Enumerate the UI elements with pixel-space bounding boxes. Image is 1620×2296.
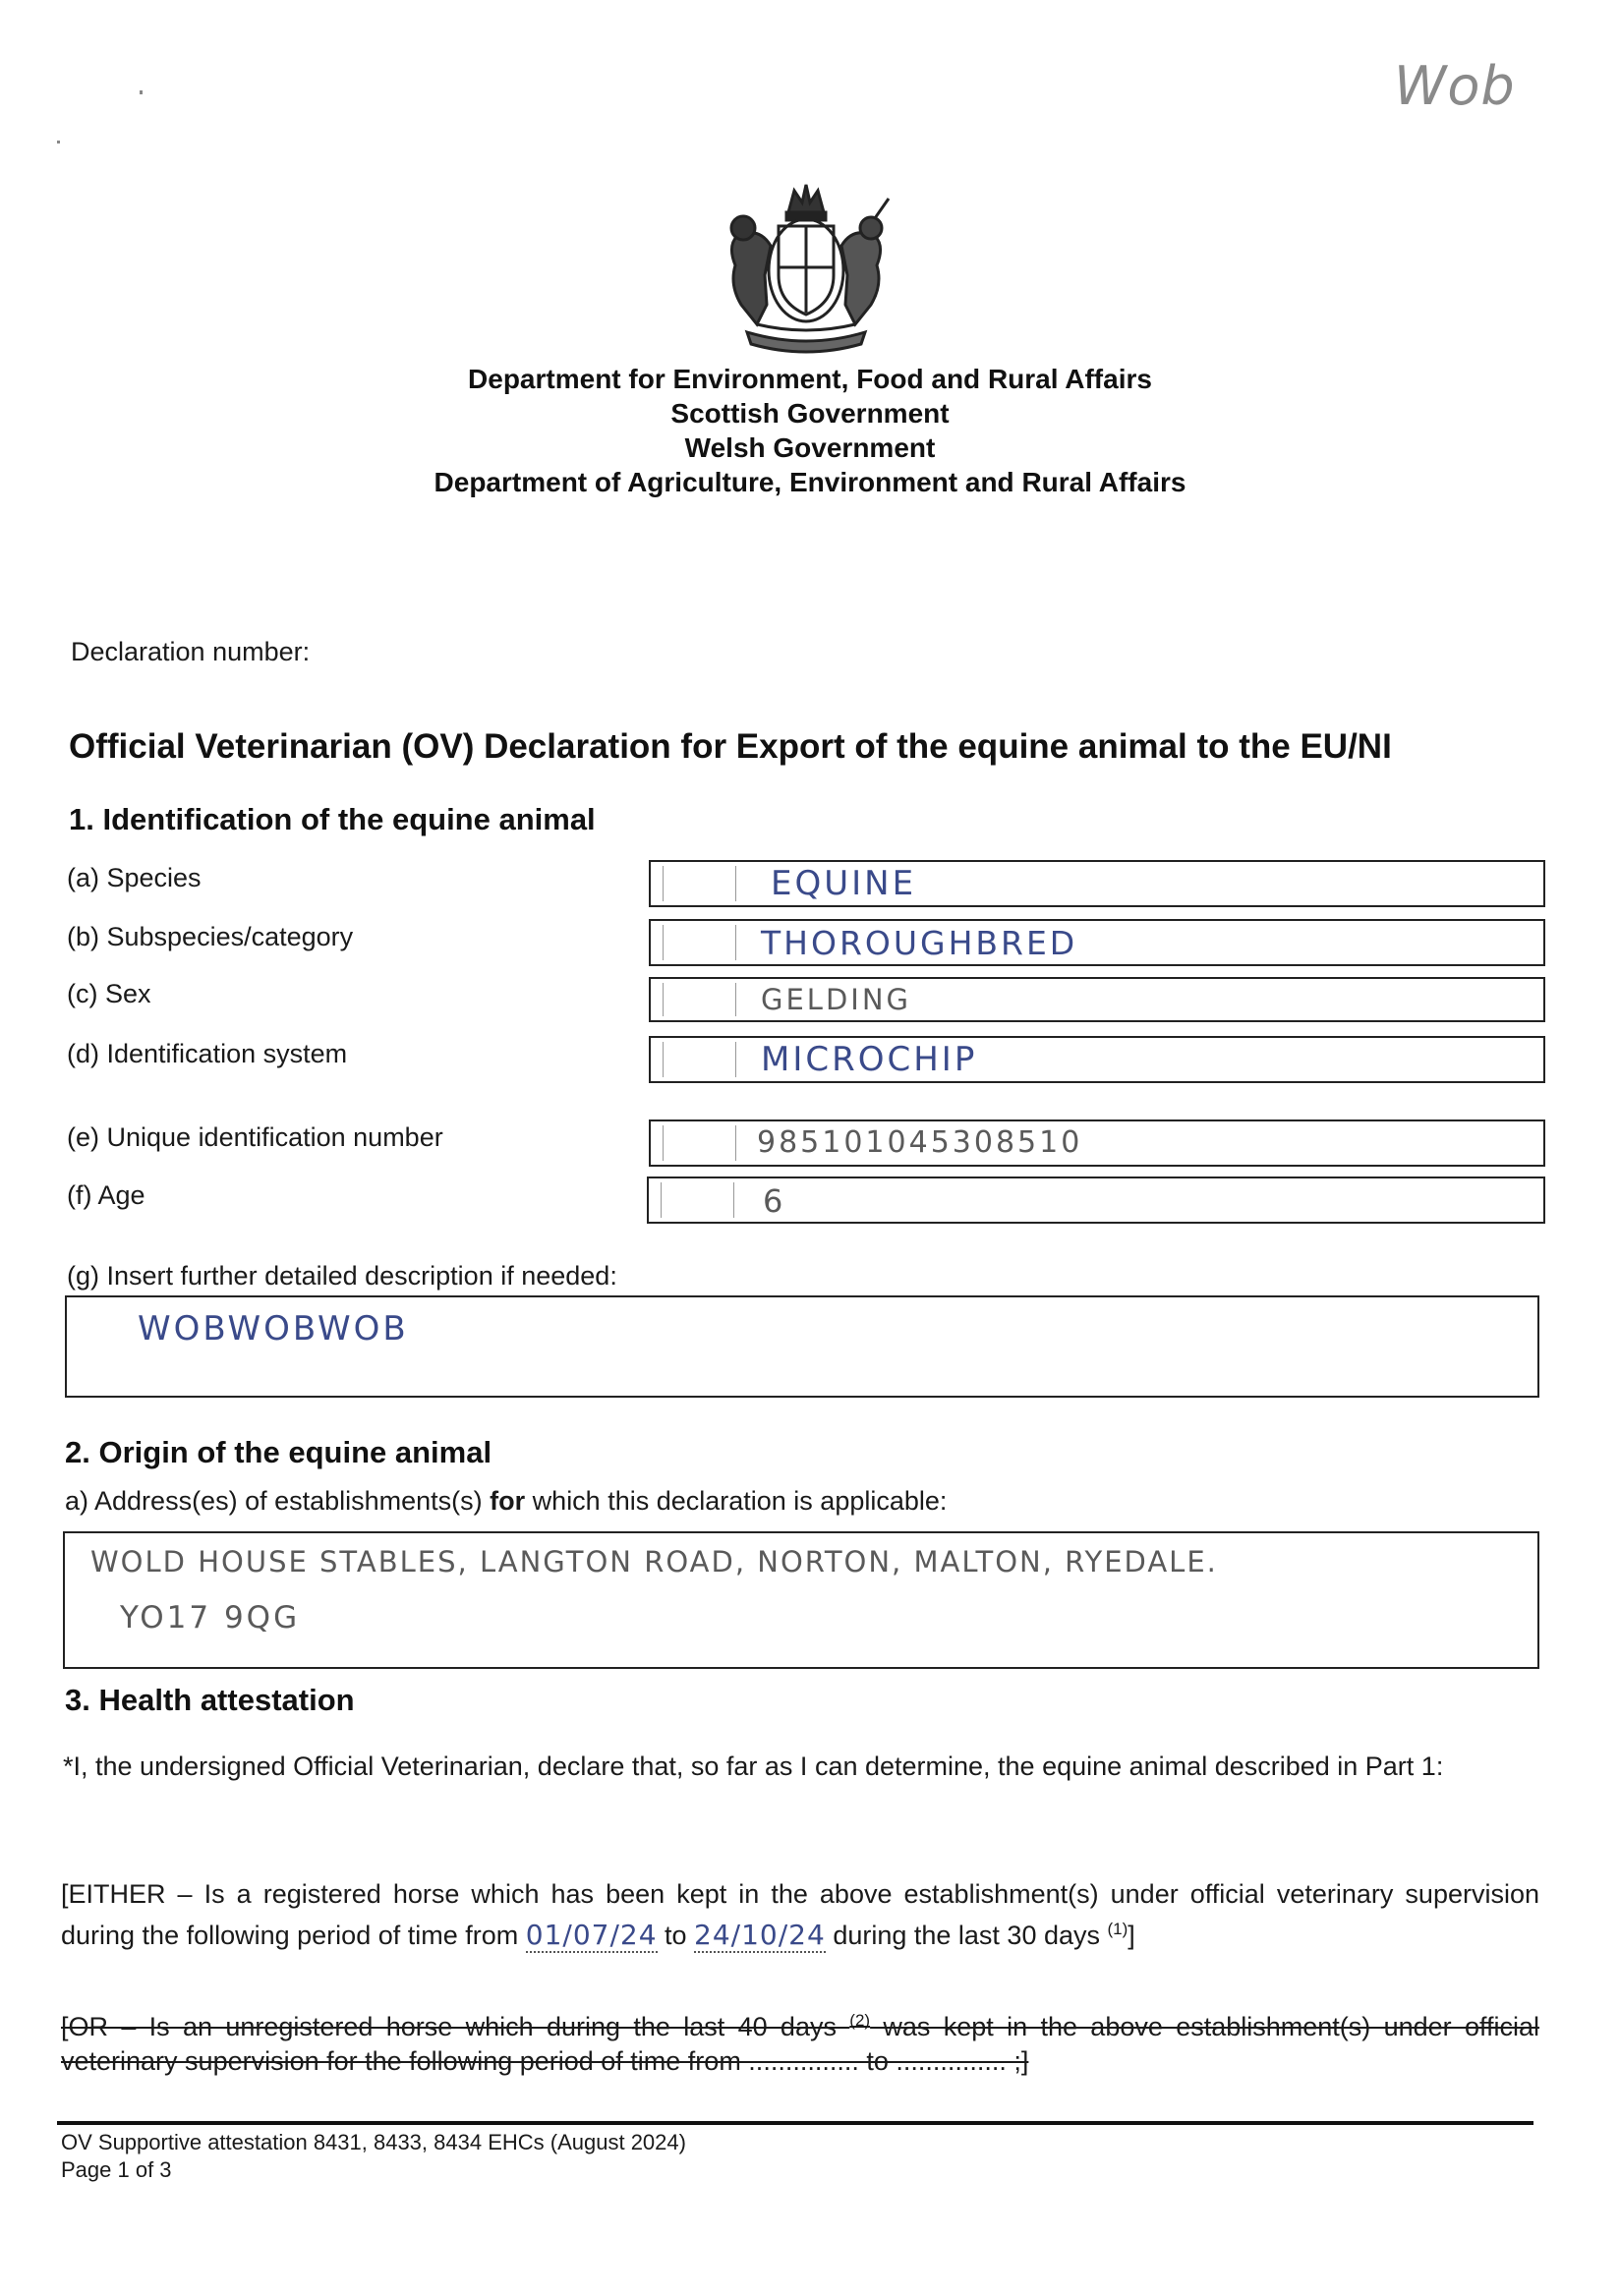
- scan-speck: [140, 90, 143, 94]
- field-guide: [735, 983, 737, 1016]
- form-title: Official Veterinarian (OV) Declaration for Export of the equine animal to the EU/NI: [69, 727, 1392, 766]
- field-guide: [663, 983, 665, 1016]
- department-name: Scottish Government: [670, 398, 950, 429]
- declaration-number-label: Declaration number:: [71, 637, 311, 666]
- scan-speck: [57, 141, 60, 144]
- identification-system-field[interactable]: [649, 1036, 1545, 1083]
- footnote-ref: (1): [1107, 1920, 1128, 1938]
- field-guide: [735, 925, 737, 960]
- department-list: [295, 362, 1325, 499]
- sex-label: (c) Sex: [67, 979, 151, 1008]
- either-clause-text: during the last 30 days: [825, 1921, 1108, 1950]
- unique-id-field[interactable]: [649, 1119, 1545, 1167]
- department-name: Welsh Government: [684, 432, 936, 463]
- species-value: EQUINE: [771, 864, 917, 903]
- age-value: 6: [763, 1182, 786, 1220]
- identification-system-value: MICROCHIP: [761, 1040, 978, 1079]
- address-label-bold: for: [490, 1486, 526, 1516]
- further-description-value: WOBWOBWOB: [138, 1309, 409, 1349]
- identification-system-label: (d) Identification system: [67, 1039, 348, 1068]
- either-clause-close: ]: [1128, 1921, 1135, 1950]
- field-guide: [735, 1125, 737, 1161]
- species-field[interactable]: [649, 860, 1545, 907]
- sex-field[interactable]: [649, 977, 1545, 1022]
- either-clause-text: [EITHER – Is a registered horse which has been kept in the above establishment(s) under official veterinary supervision during the following period of time from: [61, 1879, 1539, 1950]
- address-label-text: which this declaration is applicable:: [525, 1486, 948, 1516]
- footnote-ref: (2): [849, 2011, 871, 2030]
- field-guide: [663, 925, 665, 960]
- footer-attestation-ref: OV Supportive attestation 8431, 8433, 8434 EHCs (August 2024): [61, 2130, 686, 2154]
- field-guide: [733, 1182, 735, 1218]
- footer-rule: [57, 2121, 1533, 2125]
- further-description-field[interactable]: [65, 1295, 1539, 1398]
- subspecies-label: (b) Subspecies/category: [67, 922, 354, 951]
- field-guide: [663, 1042, 665, 1077]
- either-clause: [61, 1877, 1539, 1953]
- page-number: Page 1 of 3: [61, 2157, 172, 2182]
- section-1-heading: 1. Identification of the equine animal: [69, 802, 596, 836]
- section-3-heading: 3. Health attestation: [65, 1683, 355, 1717]
- unique-id-value: 985101045308510: [757, 1125, 1083, 1160]
- address-field[interactable]: [63, 1531, 1539, 1669]
- age-field[interactable]: [647, 1177, 1545, 1224]
- sex-value: GELDING: [761, 983, 912, 1016]
- further-description-label: (g) Insert further detailed description if needed:: [67, 1261, 617, 1291]
- subspecies-value: THOROUGHBRED: [761, 924, 1078, 962]
- field-guide: [735, 866, 737, 901]
- either-from-date: 01/07/24: [525, 1919, 658, 1951]
- subspecies-field[interactable]: [649, 919, 1545, 966]
- field-guide: [735, 1042, 737, 1077]
- unique-id-label: (e) Unique identification number: [67, 1122, 443, 1152]
- either-to-date: 24/10/24: [694, 1919, 826, 1951]
- field-guide: [661, 1182, 663, 1218]
- address-line-2: YO17 9QG: [120, 1600, 301, 1636]
- or-clause-struck: [61, 2003, 1539, 2079]
- royal-crest-icon: [708, 177, 904, 354]
- section-2-heading: 2. Origin of the equine animal: [65, 1435, 492, 1469]
- or-clause-text: [OR – Is an unregistered horse which during the last 40 days: [61, 2012, 850, 2041]
- field-guide: [663, 866, 665, 901]
- field-guide: [663, 1125, 665, 1161]
- species-label: (a) Species: [67, 863, 202, 892]
- either-to-word: to: [657, 1921, 695, 1950]
- department-name: Department of Agriculture, Environment and Rural Affairs: [434, 467, 1186, 497]
- address-label-text: a) Address(es) of establishments(s): [65, 1486, 491, 1516]
- address-label: [65, 1486, 947, 1517]
- age-label: (f) Age: [67, 1180, 145, 1210]
- address-line-1: WOLD HOUSE STABLES, LANGTON ROAD, NORTON, MALTON, RYEDALE.: [90, 1545, 1218, 1578]
- corner-initials: Wob: [1394, 55, 1516, 117]
- attestation-intro: *I, the undersigned Official Veterinarian, declare that, so far as I can determine, the equine animal described in Part 1:: [63, 1751, 1444, 1781]
- department-name: Department for Environment, Food and Rural Affairs: [468, 364, 1152, 394]
- or-clause-text: was kept in the above establishment(s) under official veterinary supervision for the following period of time from ............... to ............... ;]: [61, 2012, 1540, 2076]
